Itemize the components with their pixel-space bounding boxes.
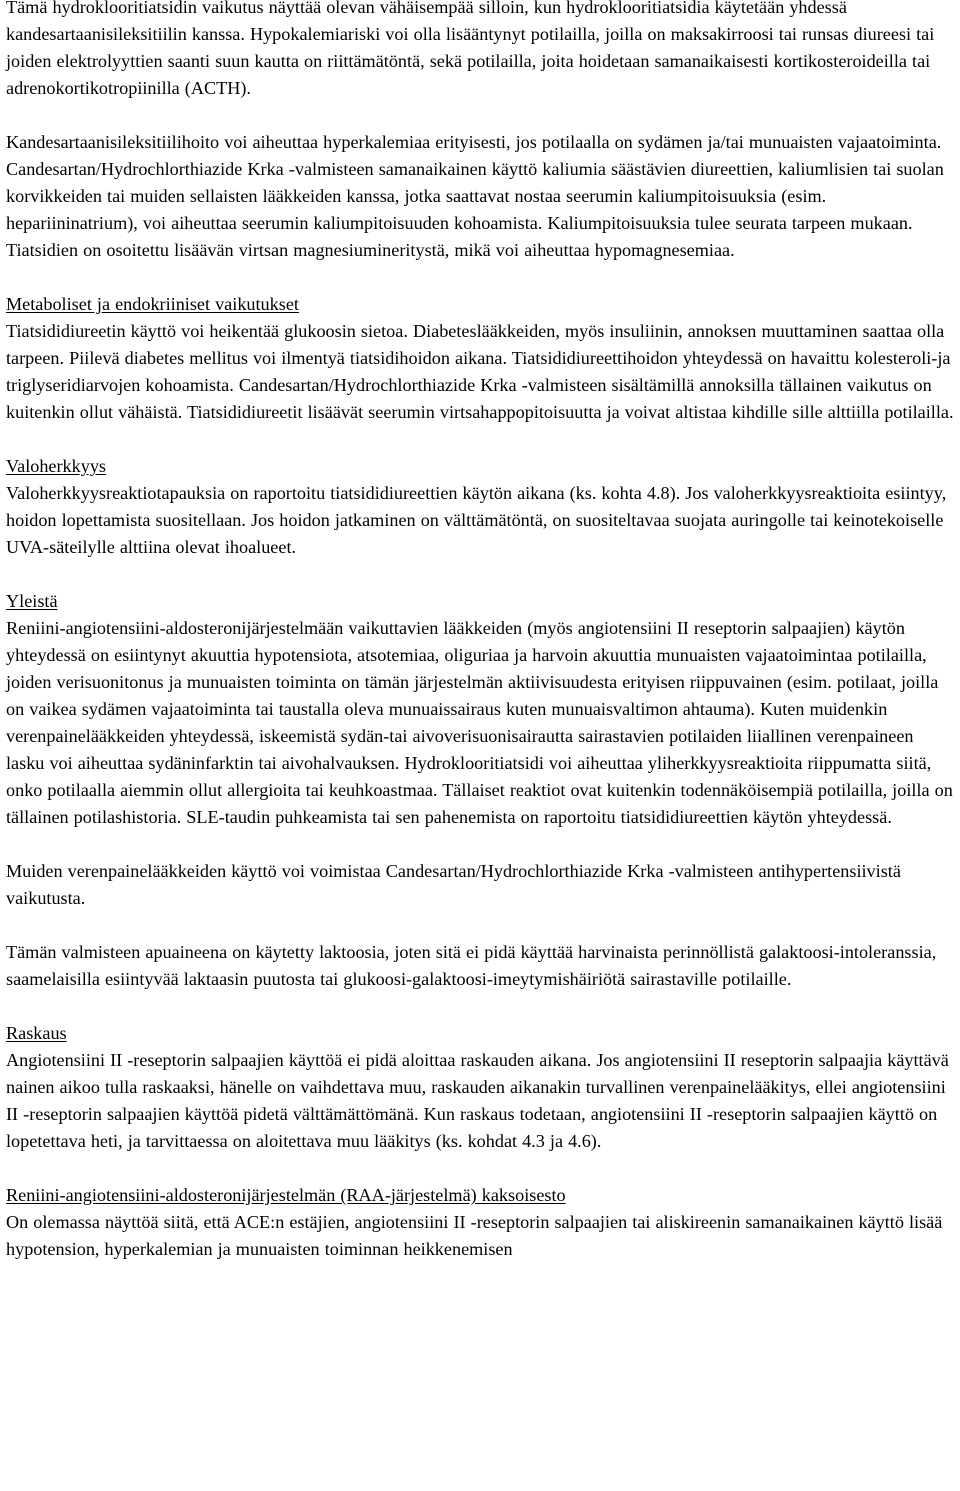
paragraph-text: Kandesartaanisileksitiilihoito voi aiheuttaa hyperkalemiaa erityisesti, jos potilaalla on sydämen ja/tai munuaisten vajaatoiminta. Candesartan/Hydrochlorthiazide Krka -valmisteen samanaikainen käyttö kaliumia säästävien diureettien, kaliumlisien tai suolan korvikkeiden tai muiden sellaisten lääkkeiden kanssa, jotka saattavat nostaa seerumin kaliumpitoisuuksia (esim. hepariininatrium), voi aiheuttaa seerumin kaliumpitoisuuden kohoamista. Kaliumpitoisuuksia tulee seurata tarpeen mukaan. Tiatsidien on osoitettu lisäävän virtsan magnesiumineritystä, mikä voi aiheuttaa hypomagnesemiaa. xyxy=(6,132,944,260)
paragraph-hypokalemia xyxy=(6,0,954,102)
paragraph-text: On olemassa näyttöä siitä, että ACE:n estäjien, angiotensiini II -reseptorin salpaajien tai aliskireenin samanaikainen käyttö lisää hypotension, hyperkalemian ja munuaisten toiminnan heikkenemisen xyxy=(6,1212,943,1259)
paragraph-text: Valoherkkyysreaktiotapauksia on raportoitu tiatsididiureettien käytön aikana (ks. kohta 4.8). Jos valoherkkyysreaktioita esiintyy, hoidon lopettamista suositellaan. Jos hoidon jatkaminen on välttämätöntä, on suositeltavaa suojata auringolle tai keinotekoiselle UVA-säteilylle alttiina olevat ihoalueet. xyxy=(6,483,947,557)
section-photosensitivity xyxy=(6,453,954,561)
document-page xyxy=(6,0,954,1263)
paragraph-text: Angiotensiini II -reseptorin salpaajien käyttöä ei pidä aloittaa raskauden aikana. Jos angiotensiini II reseptorin salpaajia käyttävä nainen aikoo tulla raskaaksi, hänelle on vaihdettava muu, raskauden aikanakin turvallinen verenpainelääkitys, ellei angiotensiini II -reseptorin salpaajien käyttöä pidetä välttämättömänä. Kun raskaus todetaan, angiotensiini II -reseptorin salpaajien käyttö on lopetettava heti, ja tarvittaessa on aloitettava muu lääkitys (ks. kohdat 4.3 ja 4.6). xyxy=(6,1050,949,1151)
section-heading: Yleistä xyxy=(6,591,58,611)
section-heading: Metaboliset ja endokriiniset vaikutukset xyxy=(6,294,299,314)
paragraph-text: Tämä hydroklooritiatsidin vaikutus näyttää olevan vähäisempää silloin, kun hydroklooritiatsidia käytetään yhdessä kandesartaanisileksitiilin kanssa. Hypokalemiariski voi olla lisääntynyt potilailla, joilla on maksakirroosi tai runsas diureesi tai joiden elektrolyyttien saanti suun kautta on riittämätöntä, sekä potilailla, joita hoidetaan samanaikaisesti kortikosteroideilla tai adrenokortikotropiinilla (ACTH). xyxy=(6,0,935,98)
section-heading: Reniini-angiotensiini-aldosteronijärjestelmän (RAA-järjestelmä) kaksoisesto xyxy=(6,1185,566,1205)
paragraph-text: Reniini-angiotensiini-aldosteronijärjestelmään vaikuttavien lääkkeiden (myös angiotensiini II reseptorin salpaajien) käytön yhteydessä on esiintynyt akuuttia hypotensiota, atsotemiaa, oliguriaa ja harvoin akuuttia munuaisten vajaatoimintaa potilailla, joiden verisuonitonus ja munuaisten toiminta on tämän järjestelmän aktiivisuudesta erityisen riippuvainen (esim. potilaat, joilla on vaikea sydämen vajaatoiminta tai taustalla oleva munuaissairaus kuten munuaisvaltimon ahtauma). Kuten muidenkin verenpainelääkkeiden yhteydessä, iskeemistä sydän-tai aivoverisuonisairautta sairastavien potilaiden liiallinen verenpaineen lasku voi aiheuttaa sydäninfarktin tai aivohalvauksen. Hydroklooritiatsidi voi aiheuttaa yliherkkyysreaktioita riippumatta siitä, onko potilaalla aiemmin ollut allergioita tai keuhkoastmaa. Tällaiset reaktiot ovat kuitenkin todennäköisempiä potilailla, joilla on tällainen potilashistoria. SLE-taudin puhkeamista tai sen pahenemista on raportoitu tiatsididiureettien käytön yhteydessä. xyxy=(6,618,953,827)
section-raas-dual-blockade xyxy=(6,1182,954,1263)
paragraph-antihypertensive xyxy=(6,858,954,912)
paragraph-hyperkalemia xyxy=(6,129,954,264)
section-metabolic-effects xyxy=(6,291,954,426)
section-heading: Valoherkkyys xyxy=(6,456,107,476)
section-heading: Raskaus xyxy=(6,1023,67,1043)
paragraph-text: Tämän valmisteen apuaineena on käytetty laktoosia, joten sitä ei pidä käyttää harvinaista perinnöllistä galaktoosi-intoleranssia, saamelaisilla esiintyvää laktaasin puutosta tai glukoosi-galaktoosi-imeytymishäiriötä sairastaville potilaille. xyxy=(6,942,937,989)
paragraph-text: Muiden verenpainelääkkeiden käyttö voi voimistaa Candesartan/Hydrochlorthiazide Krka -valmisteen antihypertensiivistä vaikutusta. xyxy=(6,861,901,908)
section-pregnancy xyxy=(6,1020,954,1155)
section-general xyxy=(6,588,954,831)
paragraph-text: Tiatsididiureetin käyttö voi heikentää glukoosin sietoa. Diabeteslääkkeiden, myös insuliinin, annoksen muuttaminen saattaa olla tarpeen. Piilevä diabetes mellitus voi ilmentyä tiatsidihoidon aikana. Tiatsididiureettihoidon yhteydessä on havaittu kolesteroli-ja triglyseridiarvojen kohoamista. Candesartan/Hydrochlorthiazide Krka -valmisteen sisältämillä annoksilla tällainen vaikutus on kuitenkin ollut vähäistä. Tiatsididiureetit lisäävät seerumin virtsahappopitoisuutta ja voivat altistaa kihdille sille alttiilla potilailla. xyxy=(6,321,954,422)
paragraph-lactose xyxy=(6,939,954,993)
